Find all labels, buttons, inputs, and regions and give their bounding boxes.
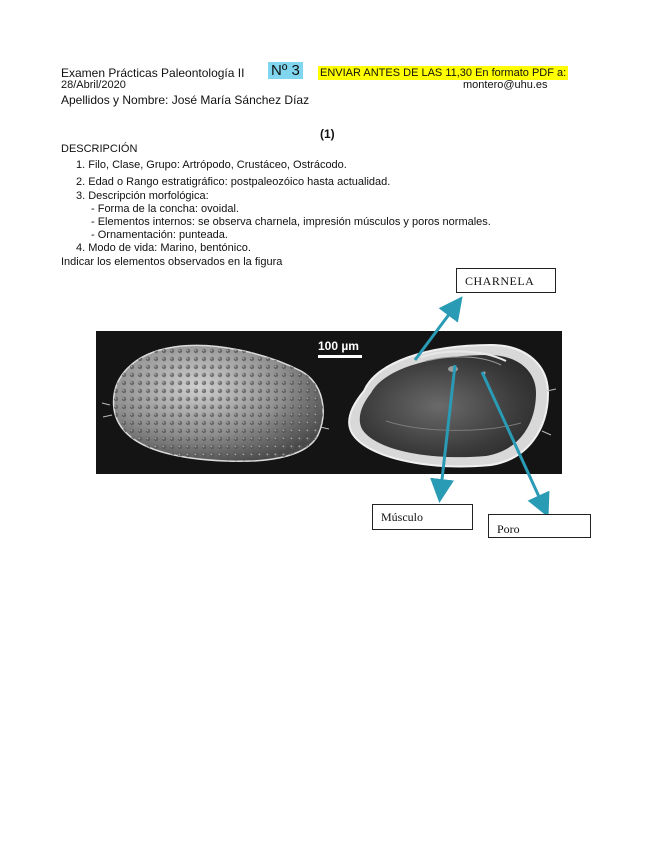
description-subitem: - Forma de la concha: ovoidal. xyxy=(91,203,239,215)
musculo-label: Músculo xyxy=(381,510,423,524)
description-item: 2. Edad o Rango estratigráfico: postpaleozóico hasta actualidad. xyxy=(76,176,391,188)
scale-label: 100 µm xyxy=(318,339,359,353)
ostracod-micrograph xyxy=(96,331,562,474)
exam-date: 28/Abril/2020 xyxy=(61,79,126,91)
poro-label-box xyxy=(488,514,591,538)
description-heading: DESCRIPCIÓN xyxy=(61,143,138,155)
section-number: (1) xyxy=(320,127,335,141)
student-name: Apellidos y Nombre: José María Sánchez Díaz xyxy=(61,93,310,107)
musculo-label-box xyxy=(372,504,473,530)
description-item: 4. Modo de vida: Marino, bentónico. xyxy=(76,242,251,254)
figure-instruction: Indicar los elementos observados en la figura xyxy=(61,256,283,268)
scale-bar xyxy=(318,355,362,358)
description-subitem: - Elementos internos: se observa charnela, impresión músculos y poros normales. xyxy=(91,216,491,228)
contact-email: montero@uhu.es xyxy=(463,79,548,91)
poro-label: Poro xyxy=(497,522,520,536)
description-subitem: - Ornamentación: punteada. xyxy=(91,229,228,241)
charnela-label-box xyxy=(456,268,556,293)
exam-number: Nº 3 xyxy=(268,62,303,79)
description-item: 3. Descripción morfológica: xyxy=(76,190,209,202)
deadline-note: ENVIAR ANTES DE LAS 11,30 En formato PDF a: xyxy=(320,67,567,79)
exam-title: Examen Prácticas Paleontología II xyxy=(61,66,245,80)
charnela-label: CHARNELA xyxy=(465,274,535,288)
description-item: 1. Filo, Clase, Grupo: Artrópodo, Crustáceo, Ostrácodo. xyxy=(76,159,347,171)
